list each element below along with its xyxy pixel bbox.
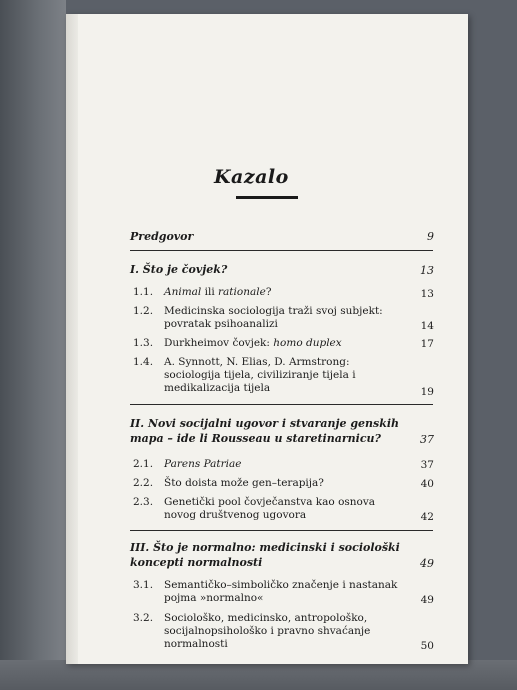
section-title: Što doista može gen–terapija?: [164, 477, 324, 489]
section-title: Semantičko–simboličko značenje i nastanak pojma »normalno«: [164, 579, 398, 604]
toc-entry-label: Predgovor: [130, 230, 194, 243]
background-bottom: [0, 660, 517, 690]
section-number: 2.2.: [133, 477, 154, 489]
section-title: Animal ili rationale?: [164, 286, 272, 298]
section-page: 14: [420, 320, 434, 332]
page-title: Kazalo: [214, 166, 289, 188]
section-title: A. Synnott, N. Elias, D. Armstrong: sociologija tijela, civiliziranje tijela i medikalizacija tijela: [164, 356, 356, 394]
section-number: 1.3.: [133, 337, 154, 349]
section-title: Durkheimov čovjek: homo duplex: [164, 337, 342, 349]
section-number: 3.2.: [133, 612, 154, 624]
chapter-title: III. Što je normalno: medicinski i sociološki koncepti normalnosti: [130, 541, 400, 569]
chapter-page: 37: [420, 433, 434, 446]
book-page: [66, 14, 468, 664]
section-page: 37: [420, 459, 434, 471]
divider: [130, 250, 433, 251]
section-page: 13: [420, 288, 434, 300]
chapter-title: I. Što je čovjek?: [130, 263, 228, 276]
section-number: 1.1.: [133, 286, 154, 298]
section-page: 19: [420, 386, 434, 398]
section-number: 3.1.: [133, 579, 154, 591]
divider: [130, 530, 433, 531]
section-title: Parens Patriae: [164, 458, 242, 470]
section-page: 50: [420, 640, 434, 652]
toc-entry-page: 9: [427, 230, 434, 243]
section-number: 2.3.: [133, 496, 154, 508]
section-title: Sociološko, medicinsko, antropološko, socijalnopsihološko i pravno shvaćanje normalnosti: [164, 612, 371, 650]
chapter-page: 13: [420, 264, 434, 277]
section-page: 40: [420, 478, 434, 490]
section-title: Genetički pool čovječanstva kao osnova novog društvenog ugovora: [164, 496, 376, 521]
chapter-page: 49: [420, 557, 434, 570]
section-title: Medicinska sociologija traži svoj subjekt: povratak psihoanalizi: [164, 305, 383, 330]
background-left: [0, 0, 66, 690]
section-number: 1.2.: [133, 305, 154, 317]
section-number: 2.1.: [133, 458, 154, 470]
page-gutter: [66, 14, 78, 664]
divider: [130, 404, 433, 405]
section-page: 42: [420, 511, 434, 523]
section-page: 17: [420, 338, 434, 350]
chapter-title: II. Novi socijalni ugovor i stvaranje genskih mapa – ide li Rousseau u staretinarnicu?: [130, 417, 400, 445]
title-underline: [236, 196, 298, 199]
section-number: 1.4.: [133, 356, 154, 368]
section-page: 49: [420, 594, 434, 606]
